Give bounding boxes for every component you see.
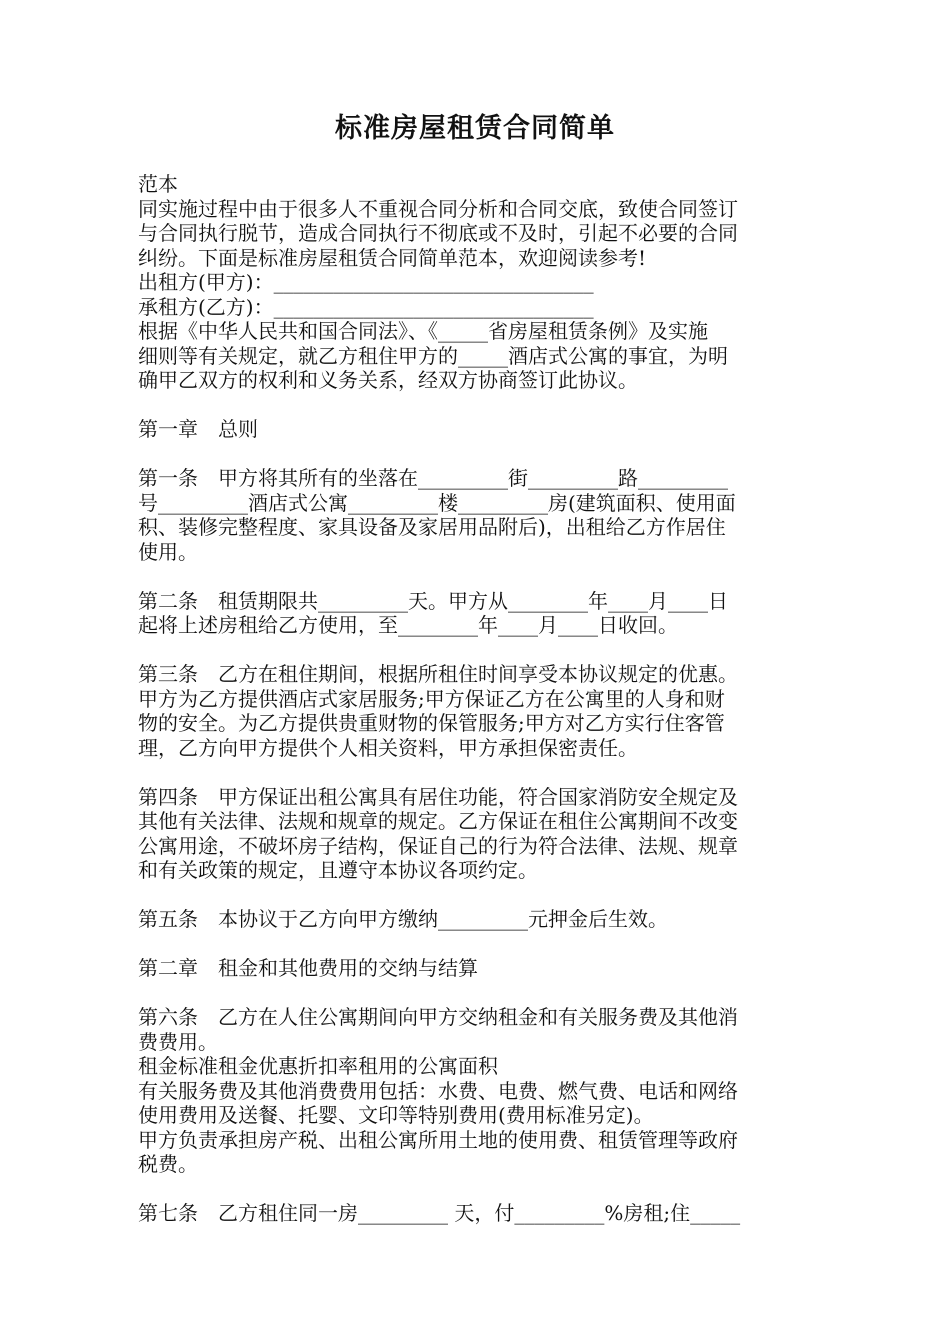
text-line: 甲方负责承担房产税、出租公寓所用土地的使用费、租赁管理等政府 bbox=[138, 1127, 738, 1152]
text-line: 第二条 租赁期限共_________天。甲方从________年____月____日 bbox=[138, 588, 728, 613]
text-line: 确甲乙双方的权利和义务关系，经双方协商签订此协议。 bbox=[138, 368, 638, 392]
document-title: 标准房屋租赁合同简单 bbox=[335, 113, 615, 144]
text-line: 公寓用途，不破坏房子结构，保证自己的行为符合法律、法规、规章 bbox=[138, 833, 738, 858]
text-line: 有关服务费及其他消费费用包括：水费、电费、燃气费、电话和网络 bbox=[138, 1078, 738, 1103]
text-line: 理，乙方向甲方提供个人相关资料，甲方承担保密责任。 bbox=[138, 735, 638, 760]
paragraph-gap bbox=[138, 564, 818, 589]
text-line: 第七条 乙方租住同一房_________ 天，付_________%房租;住_____ bbox=[138, 1201, 741, 1225]
text-line: 范本 bbox=[138, 172, 178, 196]
text-line: 第六条 乙方在人住公寓期间向甲方交纳租金和有关服务费及其他消 bbox=[138, 1005, 738, 1029]
text-line: 细则等有关规定，就乙方租住甲方的_____酒店式公寓的事宜，为明 bbox=[138, 343, 728, 368]
text-line: 租金标准租金优惠折扣率租用的公寓面积 bbox=[138, 1054, 498, 1078]
text-line: 与合同执行脱节，造成合同执行不彻底或不及时，引起不必要的合同 bbox=[138, 221, 738, 245]
paragraph-gap bbox=[138, 393, 818, 418]
document-body bbox=[138, 172, 818, 1226]
text-line: 使用。 bbox=[138, 539, 198, 564]
text-line: 起将上述房租给乙方使用，至________年____月____日收回。 bbox=[138, 613, 678, 637]
text-line: 使用费用及送餐、托婴、文印等特别费用(费用标准另定)。 bbox=[138, 1103, 654, 1127]
text-line: 第五条 本协议于乙方向甲方缴纳_________元押金后生效。 bbox=[138, 907, 668, 931]
text-line: 纠纷。下面是标准房屋租赁合同简单范本，欢迎阅读参考! bbox=[138, 245, 647, 270]
text-line: 物的安全。为乙方提供贵重财物的保管服务;甲方对乙方实行住客管 bbox=[138, 711, 725, 735]
text-line: 积、装修完整程度、家具设备及家居用品附后)，出租给乙方作居住 bbox=[138, 515, 726, 539]
paragraph-gap bbox=[138, 442, 818, 467]
text-line: 第一章 总则 bbox=[138, 417, 258, 441]
text-line: 第四条 甲方保证出租公寓具有居住功能，符合国家消防安全规定及 bbox=[138, 784, 738, 809]
paragraph-gap bbox=[138, 932, 818, 957]
text-line: 其他有关法律、法规和规章的规定。乙方保证在租住公寓期间不改变 bbox=[138, 809, 738, 833]
text-line: 同实施过程中由于很多人不重视合同分析和合同交底，致使合同签订 bbox=[138, 196, 738, 221]
text-line: 第一条 甲方将其所有的坐落在_________街_________路_________ bbox=[138, 466, 728, 490]
text-line: 甲方为乙方提供酒店式家居服务;甲方保证乙方在公寓里的人身和财 bbox=[138, 686, 725, 711]
text-line: 承租方(乙方)：________________________________ bbox=[138, 294, 594, 319]
text-line: 根据《中华人民共和国合同法》、《_____省房屋租赁条例》及实施 bbox=[138, 319, 708, 343]
paragraph-gap bbox=[138, 981, 818, 1006]
text-line: 号_________酒店式公寓_________楼_________房(建筑面积、使用面 bbox=[138, 490, 736, 515]
text-line: 出租方(甲方)：________________________________ bbox=[138, 270, 594, 294]
paragraph-gap bbox=[138, 883, 818, 908]
text-line: 和有关政策的规定，且遵守本协议各项约定。 bbox=[138, 858, 538, 882]
text-line: 第三条 乙方在租住期间，根据所租住时间享受本协议规定的优惠。 bbox=[138, 662, 738, 686]
paragraph-gap bbox=[138, 760, 818, 785]
paragraph-gap bbox=[138, 1177, 818, 1202]
paragraph-gap bbox=[138, 638, 818, 663]
text-line: 费费用。 bbox=[138, 1029, 218, 1054]
text-line: 第二章 租金和其他费用的交纳与结算 bbox=[138, 956, 478, 980]
text-line: 税费。 bbox=[138, 1152, 198, 1176]
